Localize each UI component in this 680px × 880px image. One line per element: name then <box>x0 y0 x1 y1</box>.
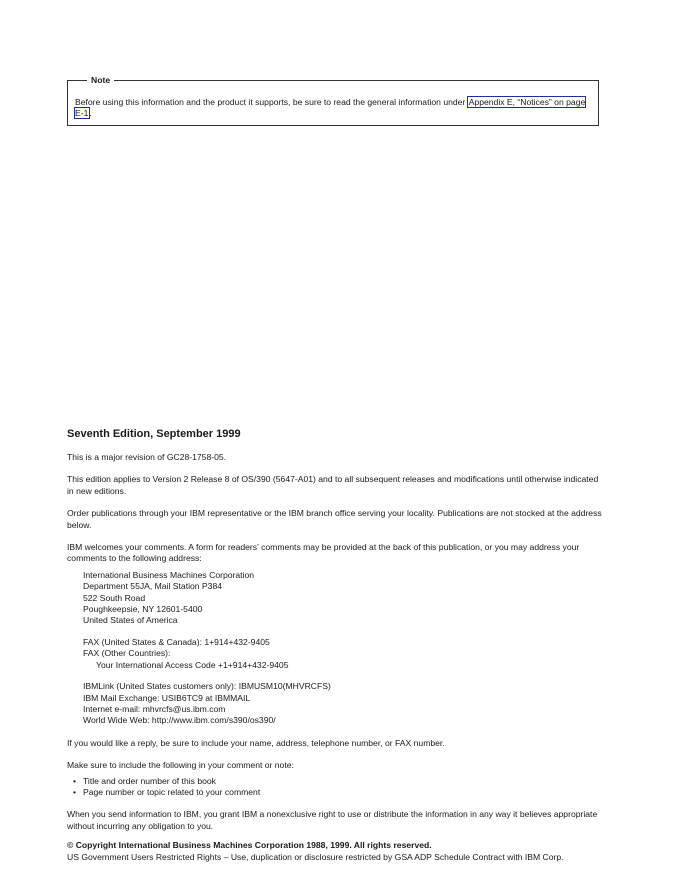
comment-address <box>83 570 607 727</box>
grant-text: When you send information to IBM, you grant IBM a nonexclusive right to use or distribute the information in any way it believes appropriate without incurring any obligation to you. <box>67 809 598 831</box>
address-line: International Business Machines Corporation <box>83 569 255 580</box>
ibmlink: IBMLink (United States customers only): IBMUSM10(MHVRCFS) <box>83 681 331 692</box>
reply-text: If you would like a reply, be sure to include your name, address, telephone number, or FAX number. <box>67 737 445 748</box>
restricted-rights-text: US Government Users Restricted Rights – Use, duplication or disclosure restricted by GSA ADP Schedule Contract with IBM Corp. <box>67 851 564 862</box>
address-line: 522 South Road <box>83 592 146 603</box>
fax-us: FAX (United States & Canada): 1+914+432-9405 <box>83 636 270 647</box>
include-list <box>67 776 607 799</box>
copyright-text: © Copyright International Business Machines Corporation 1988, 1999. All rights reserved. <box>67 840 432 851</box>
ibm-mail: IBM Mail Exchange: USIB6TC9 at IBMMAIL <box>83 692 251 703</box>
notices-appendix-link[interactable]: Appendix E, “Notices” on page E-1 <box>75 97 586 118</box>
fax-intl: Your International Access Code +1+914+432-9405 <box>96 659 289 670</box>
address-line: Department 55JA, Mail Station P384 <box>83 581 223 592</box>
list-item: • Page number or topic related to your comment <box>67 787 607 798</box>
welcome-text: IBM welcomes your comments. A form for readers' comments may be provided at the back of this publication, or you may address your comments to the following address: <box>67 542 580 564</box>
note-text-before: Before using this information and the product it supports, be sure to read the general information under <box>75 97 466 107</box>
internet-email: Internet e-mail: mhvrcfs@us.ibm.com <box>83 703 226 714</box>
include-intro: Make sure to include the following in your comment or note: <box>67 760 294 771</box>
order-text: Order publications through your IBM representative or the IBM branch office serving your locality. Publications are not stocked at the address below. <box>67 508 602 530</box>
edition-title: Seventh Edition, September 1999 <box>67 428 241 440</box>
web-address: World Wide Web: http://www.ibm.com/s390/os390/ <box>83 715 276 726</box>
fax-other: FAX (Other Countries): <box>83 648 171 659</box>
address-line: Poughkeepsie, NY 12601-5400 <box>83 604 203 615</box>
edition-notice <box>67 427 607 863</box>
applies-text: This edition applies to Version 2 Release 8 of OS/390 (5647-A01) and to all subsequent releases and modifications until otherwise indicated in new editions. <box>67 474 599 496</box>
note-box <box>67 75 599 126</box>
note-title: Note <box>87 74 114 86</box>
note-text-after: . <box>89 108 92 118</box>
list-item: • Title and order number of this book <box>67 776 607 787</box>
note-text <box>75 97 587 119</box>
revision-text: This is a major revision of GC28-1758-05. <box>67 452 227 462</box>
address-line: United States of America <box>83 615 178 626</box>
